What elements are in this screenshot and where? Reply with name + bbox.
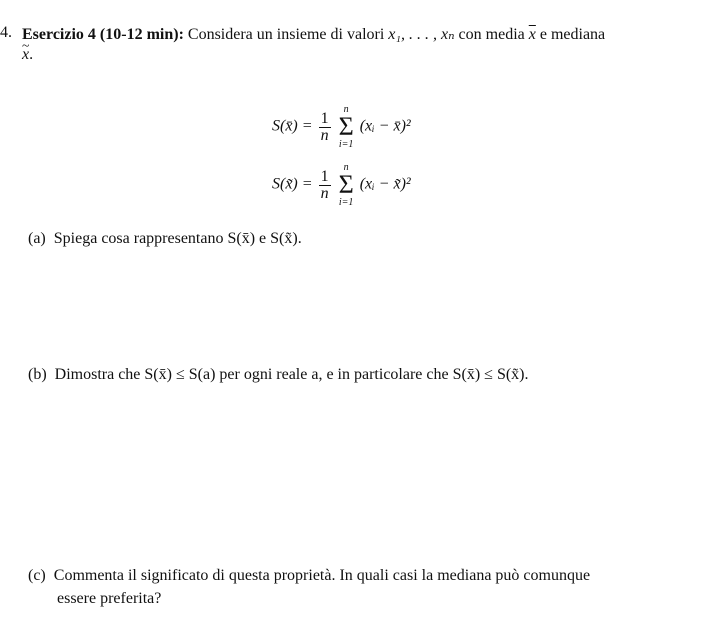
exercise-number: 4. <box>0 24 12 41</box>
exercise-intro-cont: ~ x. <box>22 46 33 64</box>
summation: n Σ i=1 <box>338 104 354 150</box>
exercise-title: Esercizio 4 (10-12 min): <box>22 26 184 43</box>
question-c: (c) Commenta il significato di questa proprietà. In quali casi la mediana può comunque <box>28 567 591 584</box>
formula-s-median: S(x̃) = $\frac{1}{n}$ n Σ i=1 (xᵢ − x̃)² <box>272 162 411 208</box>
question-c-cont: essere preferita? <box>57 590 162 607</box>
exercise-intro: Esercizio 4 (10-12 min): Considera un insieme di valori x₁, . . . , xₙ con media $\overline{x}$ e mediana <box>22 26 606 43</box>
fraction: $\frac{1}{n}$ <box>320 109 329 144</box>
question-b: (b) Dimostra che S(x̄) ≤ S(a) per ogni reale a, e in particolare che S(x̄) ≤ S(x̃). <box>28 366 529 383</box>
summation: n Σ i=1 <box>338 162 354 208</box>
formula-s-mean: S(x̄) = $\frac{1}{n}$ n Σ i=1 (xᵢ − x̄)² <box>272 104 411 150</box>
question-a: (a) Spiega cosa rappresentano S(x̄) e S(x̃). <box>28 230 302 247</box>
fraction: $\frac{1}{n}$ <box>320 167 329 202</box>
